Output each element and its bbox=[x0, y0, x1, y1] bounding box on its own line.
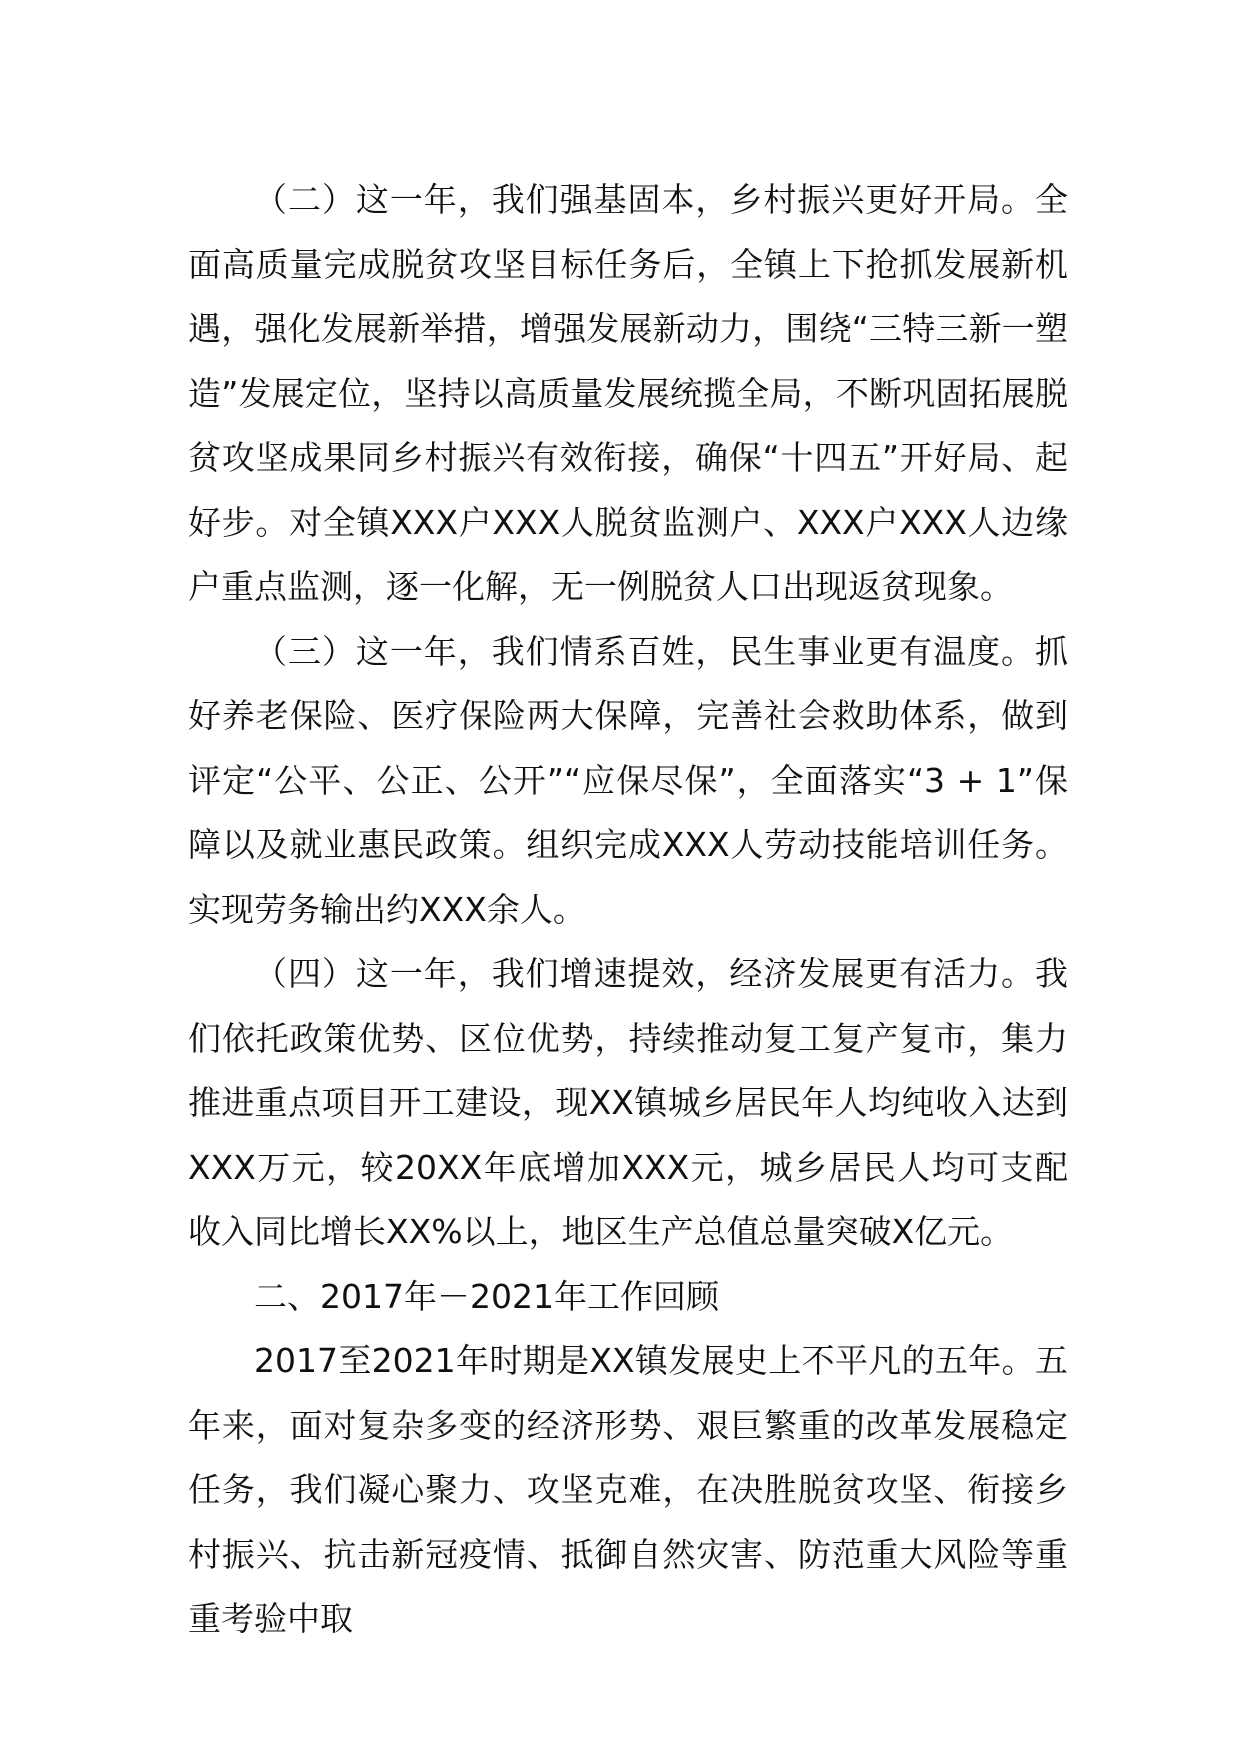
paragraph-economic-development: （四）这一年，我们增速提效，经济发展更有活力。我们依托政策优势、区位优势，持续推动复工复产复市，集力推进重点项目开工建设，现XX镇城乡居民年人均纯收入达到XXX万元，较20XX年底增加XXX元，城乡居民人均可支配收入同比增长XX%以上，地区生产总值总量突破X亿元。 bbox=[188, 954, 1068, 1251]
paragraph-livelihood: （三）这一年，我们情系百姓，民生事业更有温度。抓好养老保险、医疗保险两大保障，完善社会救助体系，做到评定“公平、公正、公开”“应保尽保”，全面落实“3 + 1”保障以及就业惠民政策。组织完成XXX人劳动技能培训任务。实现劳务输出约XXX余人。 bbox=[188, 631, 1068, 929]
paragraph-rural-revitalization: （二）这一年，我们强基固本，乡村振兴更好开局。全面高质量完成脱贫攻坚目标任务后，全镇上下抢抓发展新机遇，强化发展新举措，增强发展新动力，围绕“三特三新一塑造”发展定位，坚持以高质量发展统揽全局，不断巩固拓展脱贫攻坚成果同乡村振兴有效衔接，确保“十四五”开好局、起好步。对全镇XXX户XXX人脱贫监测户、XXX户XXX人边缘户重点监测，逐一化解，无一例脱贫人口出现返贫现象。 bbox=[188, 180, 1068, 606]
section-heading-work-review: 二、2017年－2021年工作回顾 bbox=[254, 1276, 719, 1316]
document-body bbox=[188, 168, 1068, 1652]
paragraph-five-year-review: 2017至2021年时期是XX镇发展史上不平凡的五年。五年来，面对复杂多变的经济形势、艰巨繁重的改革发展稳定任务，我们凝心聚力、攻坚克难，在决胜脱贫攻坚、衔接乡村振兴、抗击新冠疫情、抵御自然灾害、防范重大风险等重重考验中取 bbox=[188, 1341, 1068, 1638]
